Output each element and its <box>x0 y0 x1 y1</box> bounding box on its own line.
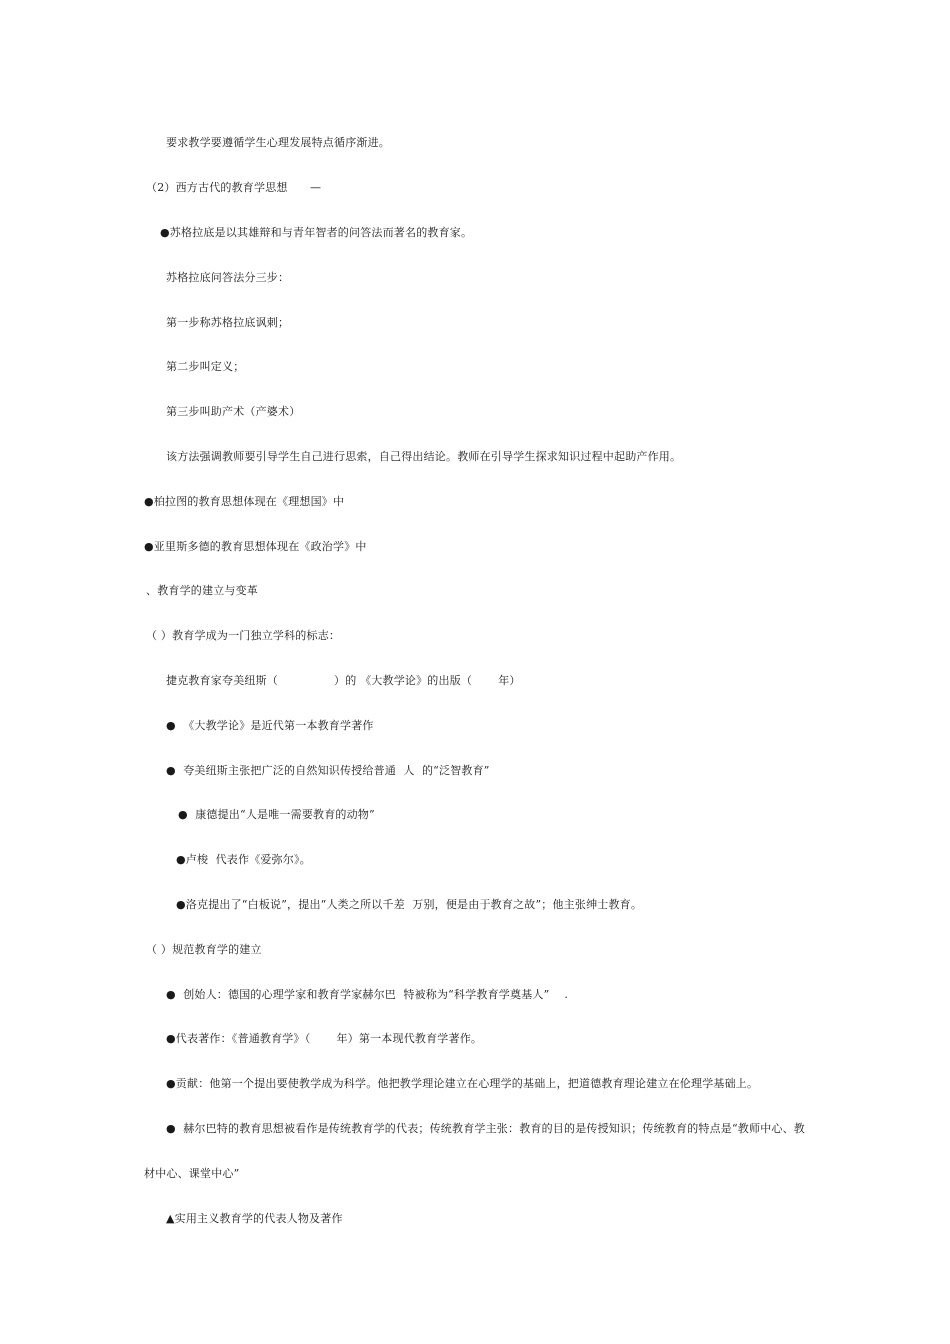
section-heading: （ ）教育学成为一门独立学科的标志： <box>146 629 341 642</box>
bullet-item: ● 夸美纽斯主张把广泛的自然知识传授给普通 人 的“泛智教育” <box>166 764 490 777</box>
section-heading: （2）西方古代的教育学思想 — <box>146 181 322 194</box>
text-line: 捷克教育家夸美纽斯（ ）的 《大教学论》的出版（ 年） <box>166 674 521 687</box>
text-line: 第三步叫助产术（产婆术） <box>166 405 301 418</box>
bullet-item: ● 《大教学论》是近代第一本教育学著作 <box>166 719 374 732</box>
bullet-item: ▲实用主义教育学的代表人物及著作 <box>166 1212 343 1225</box>
bullet-item: ● 创始人：德国的心理学家和教育学家赫尔巴 特被称为“科学教育学奠基人” . <box>166 988 569 1001</box>
text-line: 要求教学要遵循学生心理发展特点循序渐进。 <box>166 136 390 149</box>
text-line: 材中心、课堂中心” <box>144 1167 240 1180</box>
text-line: 该方法强调教师要引导学生自己进行思索，自己得出结论。教师在引导学生探求知识过程中起助产作用。 <box>166 450 682 463</box>
bullet-item: ●亚里斯多德的教育思想体现在《政治学》中 <box>144 540 367 553</box>
section-heading: 、教育学的建立与变革 <box>146 584 258 597</box>
bullet-item: ●苏格拉底是以其雄辩和与青年智者的问答法而著名的教育家。 <box>160 226 473 239</box>
bullet-item: ●柏拉图的教育思想体现在《理想国》中 <box>144 495 345 508</box>
bullet-item: ● 赫尔巴特的教育思想被看作是传统教育学的代表；传统教育学主张：教育的目的是传授知识；传统教育的特点是“教师中心、教 <box>166 1122 806 1135</box>
text-line: 第二步叫定义； <box>166 360 245 373</box>
section-heading: （ ）规范教育学的建立 <box>146 943 262 956</box>
text-line: 苏格拉底问答法分三步： <box>166 271 290 284</box>
bullet-item: ●贡献：他第一个提出要使教学成为科学。他把教学理论建立在心理学的基础上，把道德教育理论建立在伦理学基础上。 <box>166 1077 759 1090</box>
bullet-item: ●卢梭 代表作《爱弥尔》。 <box>176 853 311 866</box>
text-line: 第一步称苏格拉底讽刺； <box>166 316 290 329</box>
bullet-item: ●洛克提出了“白板说”，提出“人类之所以千差 万别，便是由于教育之故”；他主张绅士教育。 <box>176 898 643 911</box>
bullet-item: ●代表著作：《普通教育学》（ 年）第一本现代教育学著作。 <box>166 1032 483 1045</box>
bullet-item: ● 康德提出“人是唯一需要教育的动物” <box>178 808 375 821</box>
